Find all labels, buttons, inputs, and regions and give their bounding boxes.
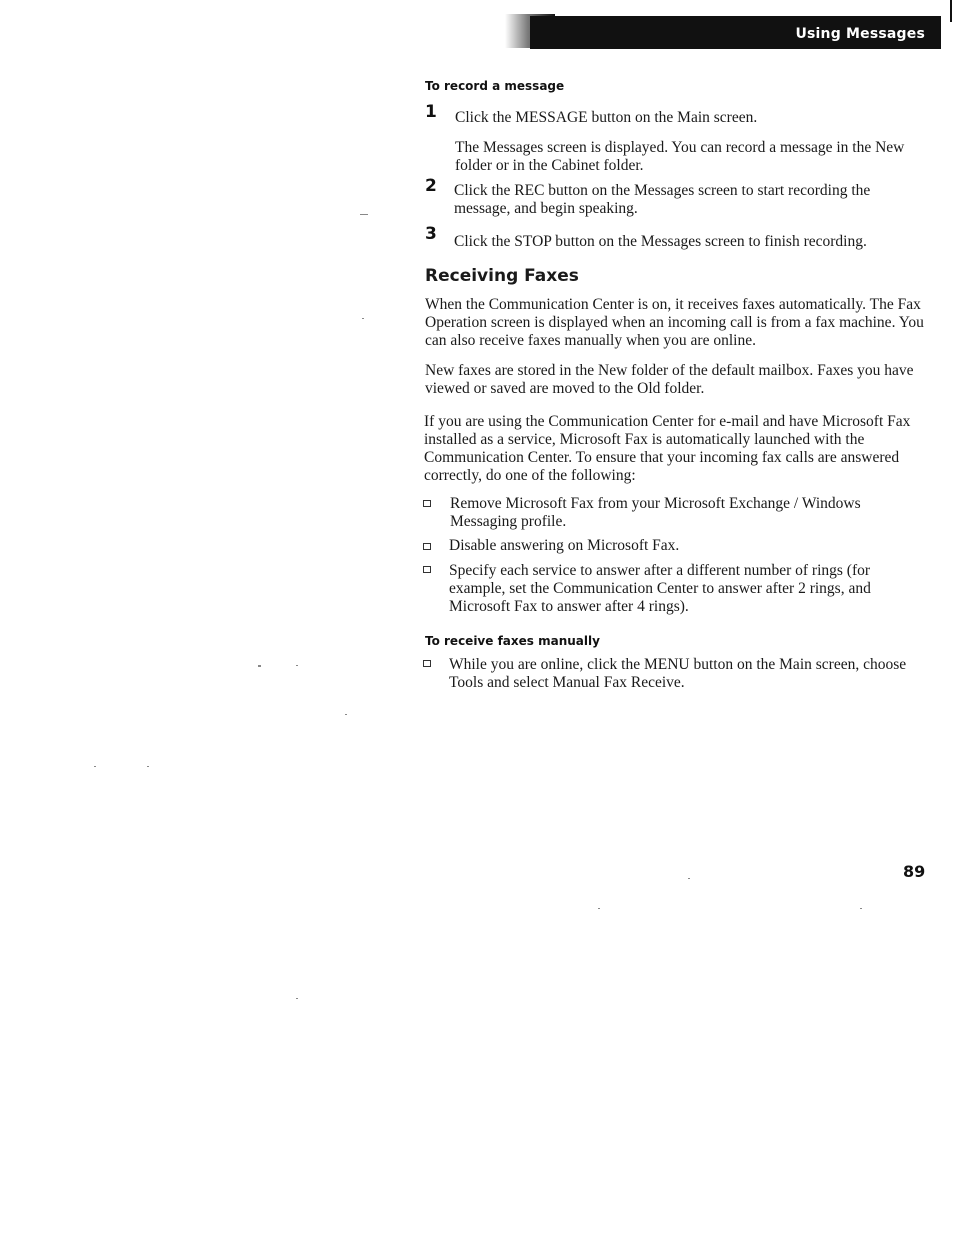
- bullet-item: Remove Microsoft Fax from your Microsoft Exchange / Windows Messaging profile.: [450, 495, 861, 530]
- bullet-checkbox-icon: [423, 500, 431, 507]
- bullet-checkbox-icon: [423, 566, 431, 573]
- header-title: Using Messages: [795, 26, 925, 42]
- scan-speck: [688, 878, 690, 879]
- receiving-paragraph-1: When the Communication Center is on, it receives faxes automatically. The Fax Operation screen is displayed when an incoming call is from a fax machine. You can also receive faxes manually when you are online.: [425, 296, 924, 349]
- receiving-paragraph-2: New faxes are stored in the New folder of the default mailbox. Faxes you have viewed or saved are moved to the Old folder.: [425, 362, 914, 397]
- bullet-checkbox-icon: [423, 660, 431, 667]
- bullet-item: Disable answering on Microsoft Fax.: [449, 537, 680, 554]
- receiving-paragraph-3: If you are using the Communication Center for e-mail and have Microsoft Fax installed as a service, Microsoft Fax is automatically launched with the Communication Center. To ensure that your incoming fax calls are answered correctly, do one of the following:: [424, 413, 911, 484]
- edge-mark: [950, 0, 952, 22]
- step-3-number: 3: [425, 224, 437, 244]
- bullet-item: While you are online, click the MENU button on the Main screen, choose Tools and select Manual Fax Receive.: [449, 656, 907, 691]
- scan-speck: [94, 766, 96, 767]
- bullet-item: Specify each service to answer after a different number of rings (for example, set the Communication Center to answer after 2 rings, and Microsoft Fax to answer after 4 rings).: [449, 562, 871, 615]
- scan-speck: [296, 998, 298, 999]
- scan-speck: [860, 908, 862, 909]
- running-header: [530, 16, 941, 49]
- record-heading: To record a message: [425, 79, 565, 93]
- scan-speck: [362, 318, 364, 319]
- bullet-checkbox-icon: [423, 543, 431, 550]
- scan-speck: [360, 214, 368, 215]
- section-heading: Receiving Faxes: [425, 266, 579, 286]
- scan-speck: [598, 908, 600, 909]
- page-number: 89: [903, 862, 926, 881]
- step-2-text: Click the REC button on the Messages screen to start recording the message, and begin speaking.: [454, 182, 871, 217]
- step-1-text: Click the MESSAGE button on the Main screen.: [455, 109, 758, 126]
- scan-speck: [296, 665, 298, 666]
- step-1-note: The Messages screen is displayed. You can record a message in the New folder or in the Cabinet folder.: [455, 139, 905, 174]
- step-3-text: Click the STOP button on the Messages screen to finish recording.: [454, 233, 867, 250]
- scan-speck: [147, 766, 149, 767]
- scan-speck: [345, 714, 347, 715]
- step-2-number: 2: [425, 176, 437, 196]
- manual-heading: To receive faxes manually: [425, 634, 600, 648]
- scan-speck: [258, 665, 261, 667]
- step-1-number: 1: [425, 102, 437, 122]
